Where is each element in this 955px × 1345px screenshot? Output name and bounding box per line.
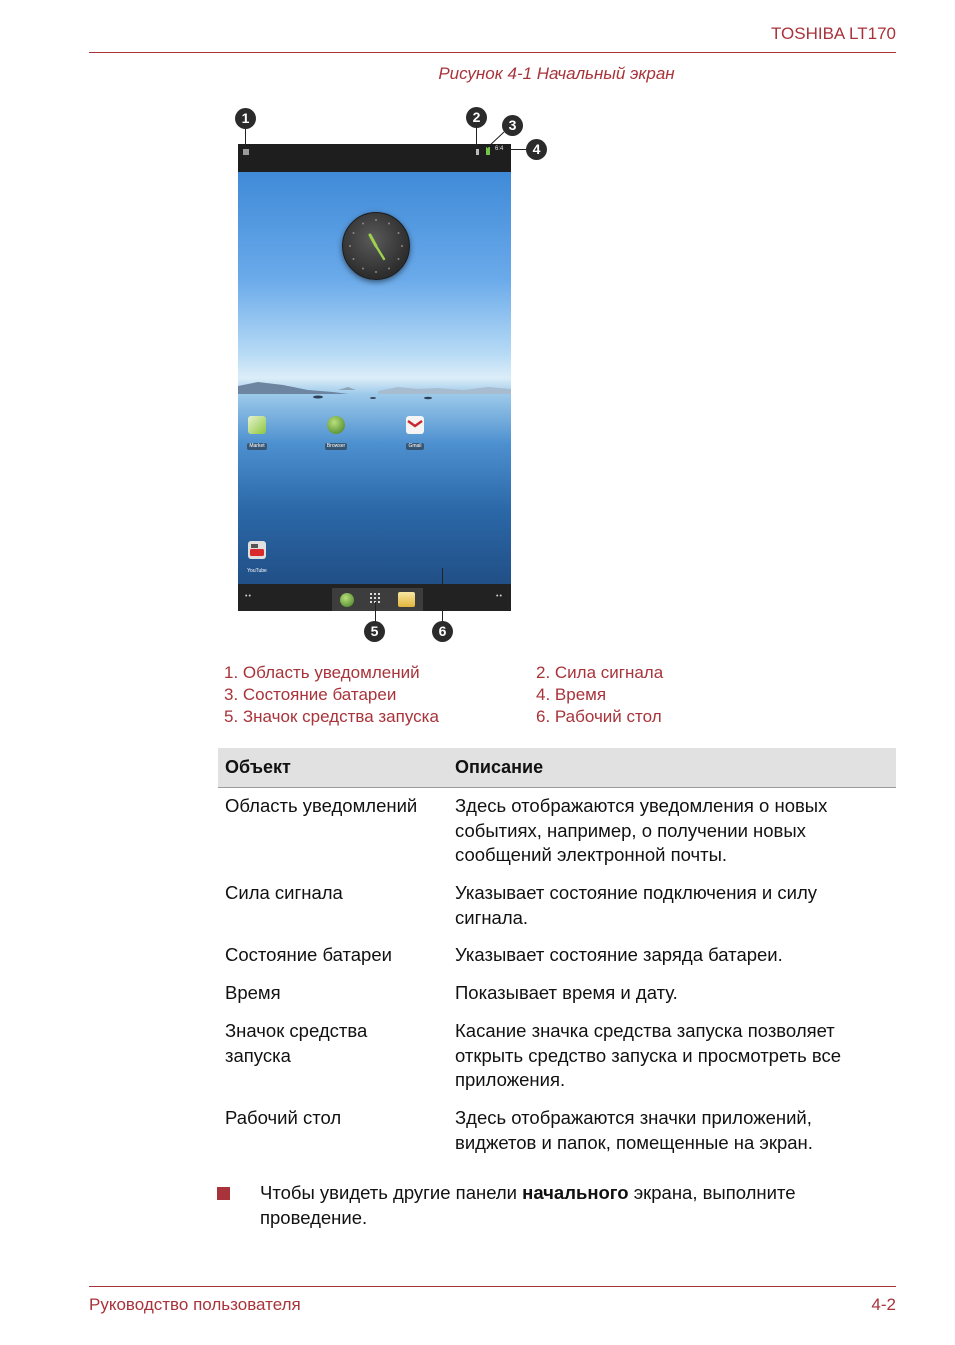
app-market[interactable] — [238, 416, 280, 452]
dock-center-panel — [332, 588, 423, 611]
legend-item-2: 2. Сила сигнала — [536, 663, 664, 682]
table-cell-object: Область уведомлений — [225, 795, 418, 816]
launcher-grid-icon[interactable] — [369, 592, 383, 607]
signal-strength-icon — [475, 147, 481, 156]
table-cell-description: Показывает время и дату. — [455, 982, 678, 1003]
tip-text-bold: начального — [522, 1182, 629, 1203]
callout-6-leader — [442, 568, 443, 622]
notification-icon — [242, 148, 250, 156]
callout-2: 2 — [466, 107, 487, 128]
dock-email-icon[interactable] — [398, 592, 415, 607]
left-page-indicator[interactable]: •• — [245, 593, 252, 600]
market-icon — [248, 416, 266, 434]
table-header-object: Объект — [225, 757, 291, 777]
table-header-description: Описание — [455, 757, 544, 777]
callout-3-leader — [484, 130, 506, 150]
clock-face-icon — [343, 213, 409, 279]
status-time: 6:4 — [495, 146, 504, 152]
description-table — [218, 748, 896, 1168]
gmail-envelope-icon — [406, 416, 424, 434]
callout-5-leader — [375, 602, 376, 622]
callout-1-leader — [245, 129, 246, 147]
table-header-row — [218, 748, 896, 788]
app-gmail[interactable] — [392, 416, 438, 452]
callout-4-leader — [507, 149, 527, 150]
gmail-icon — [406, 416, 424, 434]
table-cell-object: Сила сигнала — [225, 882, 343, 903]
figure-caption: Рисунок 4-1 Начальный экран — [438, 64, 675, 83]
table-row — [218, 881, 896, 943]
analog-clock-widget — [342, 212, 410, 280]
header-rule — [89, 52, 896, 53]
table-cell-description: Здесь отображаются значки приложений, виджетов и папок, помещенные на экран. — [455, 1107, 813, 1153]
table-cell-description: Указывает состояние заряда батареи. — [455, 944, 783, 965]
footer-rule — [89, 1286, 896, 1287]
footer-doc-title: Руководство пользователя — [89, 1295, 301, 1314]
app-browser[interactable] — [313, 416, 359, 452]
dock-browser-icon[interactable] — [340, 593, 354, 607]
app-label: Market — [249, 443, 265, 449]
callout-1: 1 — [235, 108, 256, 129]
legend-item-5: 5. Значок средства запуска — [224, 707, 439, 726]
table-cell-object: Рабочий стол — [225, 1107, 342, 1128]
app-label: Browser — [326, 443, 346, 449]
table-row — [218, 1106, 896, 1168]
callout-3: 3 — [502, 115, 523, 136]
document-header-title: TOSHIBA LT170 — [770, 24, 896, 43]
table-row — [218, 1019, 896, 1106]
app-label: YouTube — [247, 568, 267, 574]
table-cell-description: Здесь отображаются уведомления о новых событиях, например, о получении новых сообщений электронной почты. — [455, 795, 828, 865]
right-page-indicator[interactable]: •• — [496, 593, 503, 600]
legend-item-3: 3. Состояние батареи — [224, 685, 397, 704]
youtube-logo-icon — [248, 541, 266, 559]
callout-4: 4 — [526, 139, 547, 160]
table-cell-object: Состояние батареи — [225, 944, 392, 965]
tip-text-after: экрана, выполните проведение. — [260, 1182, 796, 1228]
callout-6: 6 — [432, 621, 453, 642]
table-row — [218, 794, 896, 881]
table-cell-object: Значок средства запуска — [225, 1020, 368, 1066]
app-youtube[interactable] — [238, 541, 280, 577]
callout-2-leader — [476, 128, 477, 148]
status-bar — [238, 144, 511, 172]
table-cell-object: Время — [225, 982, 281, 1003]
footer-page-number: 4-2 — [871, 1295, 896, 1314]
legend-item-6: 6. Рабочий стол — [536, 707, 662, 726]
youtube-icon — [248, 541, 266, 559]
tip-paragraph — [260, 1181, 880, 1230]
home-screen-screenshot — [238, 144, 511, 611]
browser-icon — [327, 416, 345, 434]
legend-item-1: 1. Область уведомлений — [224, 663, 420, 682]
tip-text-before: Чтобы увидеть другие панели — [260, 1182, 523, 1203]
table-row — [218, 943, 896, 981]
table-cell-description: Указывает состояние подключения и силу сигнала. — [455, 882, 818, 928]
table-cell-description: Касание значка средства запуска позволяет открыть средство запуска и просмотреть все приложения. — [455, 1020, 842, 1090]
lake-mountain-graphic — [238, 378, 511, 400]
callout-5: 5 — [364, 621, 385, 642]
table-row — [218, 981, 896, 1019]
app-label: Gmail — [408, 443, 422, 449]
bullet-square-icon — [217, 1187, 230, 1200]
legend-item-4: 4. Время — [536, 685, 607, 704]
